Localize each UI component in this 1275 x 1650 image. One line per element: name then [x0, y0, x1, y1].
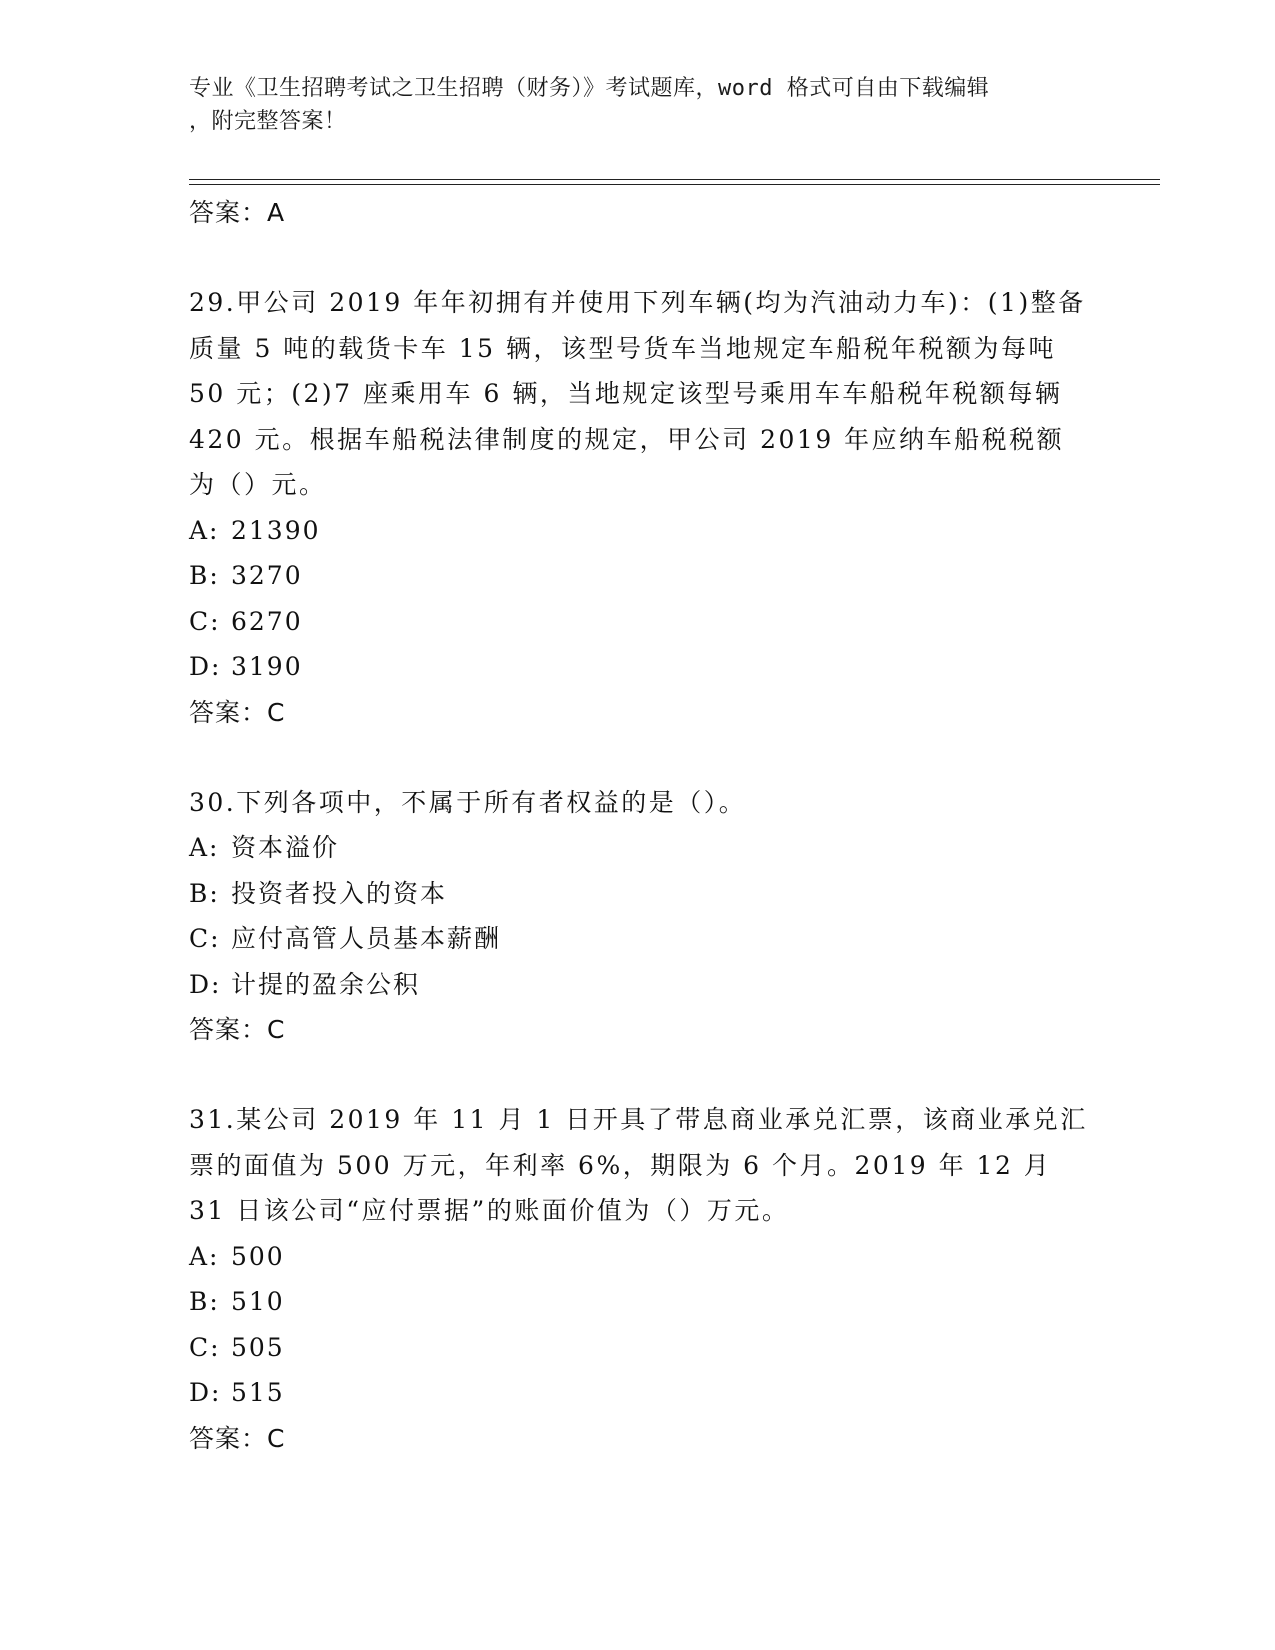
- question-text: 29.甲公司 2019 年年初拥有并使用下列车辆(均为汽油动力车)：(1)整备质量 5 吨的载货卡车 15 辆，该型号货车当地规定车船税年税额为每吨 50 元；(2)7 座乘用车 6 辆，当地规定该型号乘用车车船税年税额每辆 420 元。根据车船税法律制度的规定，甲公司 2019 年应纳车船税税额为（）元。: [189, 288, 1086, 499]
- header-line-2: ，附完整答案！: [189, 109, 347, 134]
- answer-line-28: [189, 190, 1089, 236]
- option-text: 投资者投入的资本: [231, 878, 448, 908]
- option-c: [189, 1325, 1089, 1371]
- option-text: 21390: [231, 515, 321, 545]
- option-c: [189, 599, 1089, 645]
- question-text: 31.某公司 2019 年 11 月 1 日开具了带息商业承兑汇票，该商业承兑汇票的面值为 500 万元，年利率 6%，期限为 6 个月。2019 年 12 月 31 日该公司“应付票据”的账面价值为（）万元。: [189, 1105, 1088, 1225]
- header-divider-bottom: [189, 184, 1160, 185]
- option-text: 应付高管人员基本薪酬: [231, 924, 502, 953]
- answer-label: 答案：: [189, 198, 268, 227]
- option-letter: D:: [189, 652, 222, 681]
- option-text: 515: [231, 1378, 285, 1407]
- answer-label: 答案：: [189, 1423, 268, 1453]
- spacer: [189, 736, 1089, 780]
- option-text: 510: [231, 1287, 285, 1316]
- option-letter: C:: [189, 1332, 221, 1362]
- header-divider-top: [189, 179, 1160, 180]
- question-block-29: [189, 280, 1089, 736]
- answer-value: C: [267, 1015, 286, 1044]
- answer-label: 答案：: [189, 697, 268, 727]
- option-c: [189, 916, 1089, 962]
- option-letter: C:: [189, 924, 221, 953]
- option-a: [189, 1234, 1089, 1280]
- answer-line: [189, 690, 1089, 736]
- option-text: 计提的盈余公积: [231, 969, 421, 999]
- option-b: [189, 871, 1089, 917]
- option-b: [189, 553, 1089, 599]
- option-d: [189, 1370, 1089, 1416]
- spacer: [189, 1053, 1089, 1097]
- document-header: [189, 72, 1079, 138]
- option-a: [189, 825, 1089, 871]
- option-letter: C:: [189, 606, 221, 636]
- answer-line: [189, 1416, 1089, 1462]
- question-text: 30.下列各项中，不属于所有者权益的是（）。: [189, 787, 747, 817]
- header-line-1: 专业《卫生招聘考试之卫生招聘（财务）》考试题库，word 格式可自由下载编辑: [189, 76, 990, 101]
- option-letter: B:: [189, 1287, 220, 1316]
- option-a: [189, 508, 1089, 554]
- option-text: 资本溢价: [231, 833, 340, 862]
- option-b: [189, 1279, 1089, 1325]
- option-letter: D:: [189, 1378, 222, 1407]
- option-letter: D:: [189, 969, 222, 999]
- answer-line: [189, 1007, 1089, 1053]
- question-block-30: [189, 780, 1089, 1054]
- option-letter: B:: [189, 878, 220, 908]
- option-d: [189, 962, 1089, 1008]
- document-body: [189, 190, 1089, 1462]
- option-letter: A:: [189, 1241, 220, 1271]
- answer-value: C: [267, 1423, 286, 1453]
- option-letter: B:: [189, 561, 220, 590]
- spacer: [189, 236, 1089, 280]
- answer-label: 答案：: [189, 1015, 268, 1044]
- question-block-31: [189, 1097, 1089, 1462]
- option-text: 6270: [231, 606, 303, 636]
- option-text: 505: [231, 1332, 285, 1362]
- option-text: 500: [231, 1241, 285, 1271]
- answer-value: A: [267, 198, 286, 227]
- option-d: [189, 644, 1089, 690]
- option-letter: A:: [189, 833, 220, 862]
- option-text: 3270: [231, 561, 303, 590]
- option-text: 3190: [231, 652, 303, 681]
- answer-value: C: [267, 697, 286, 727]
- option-letter: A:: [189, 515, 220, 545]
